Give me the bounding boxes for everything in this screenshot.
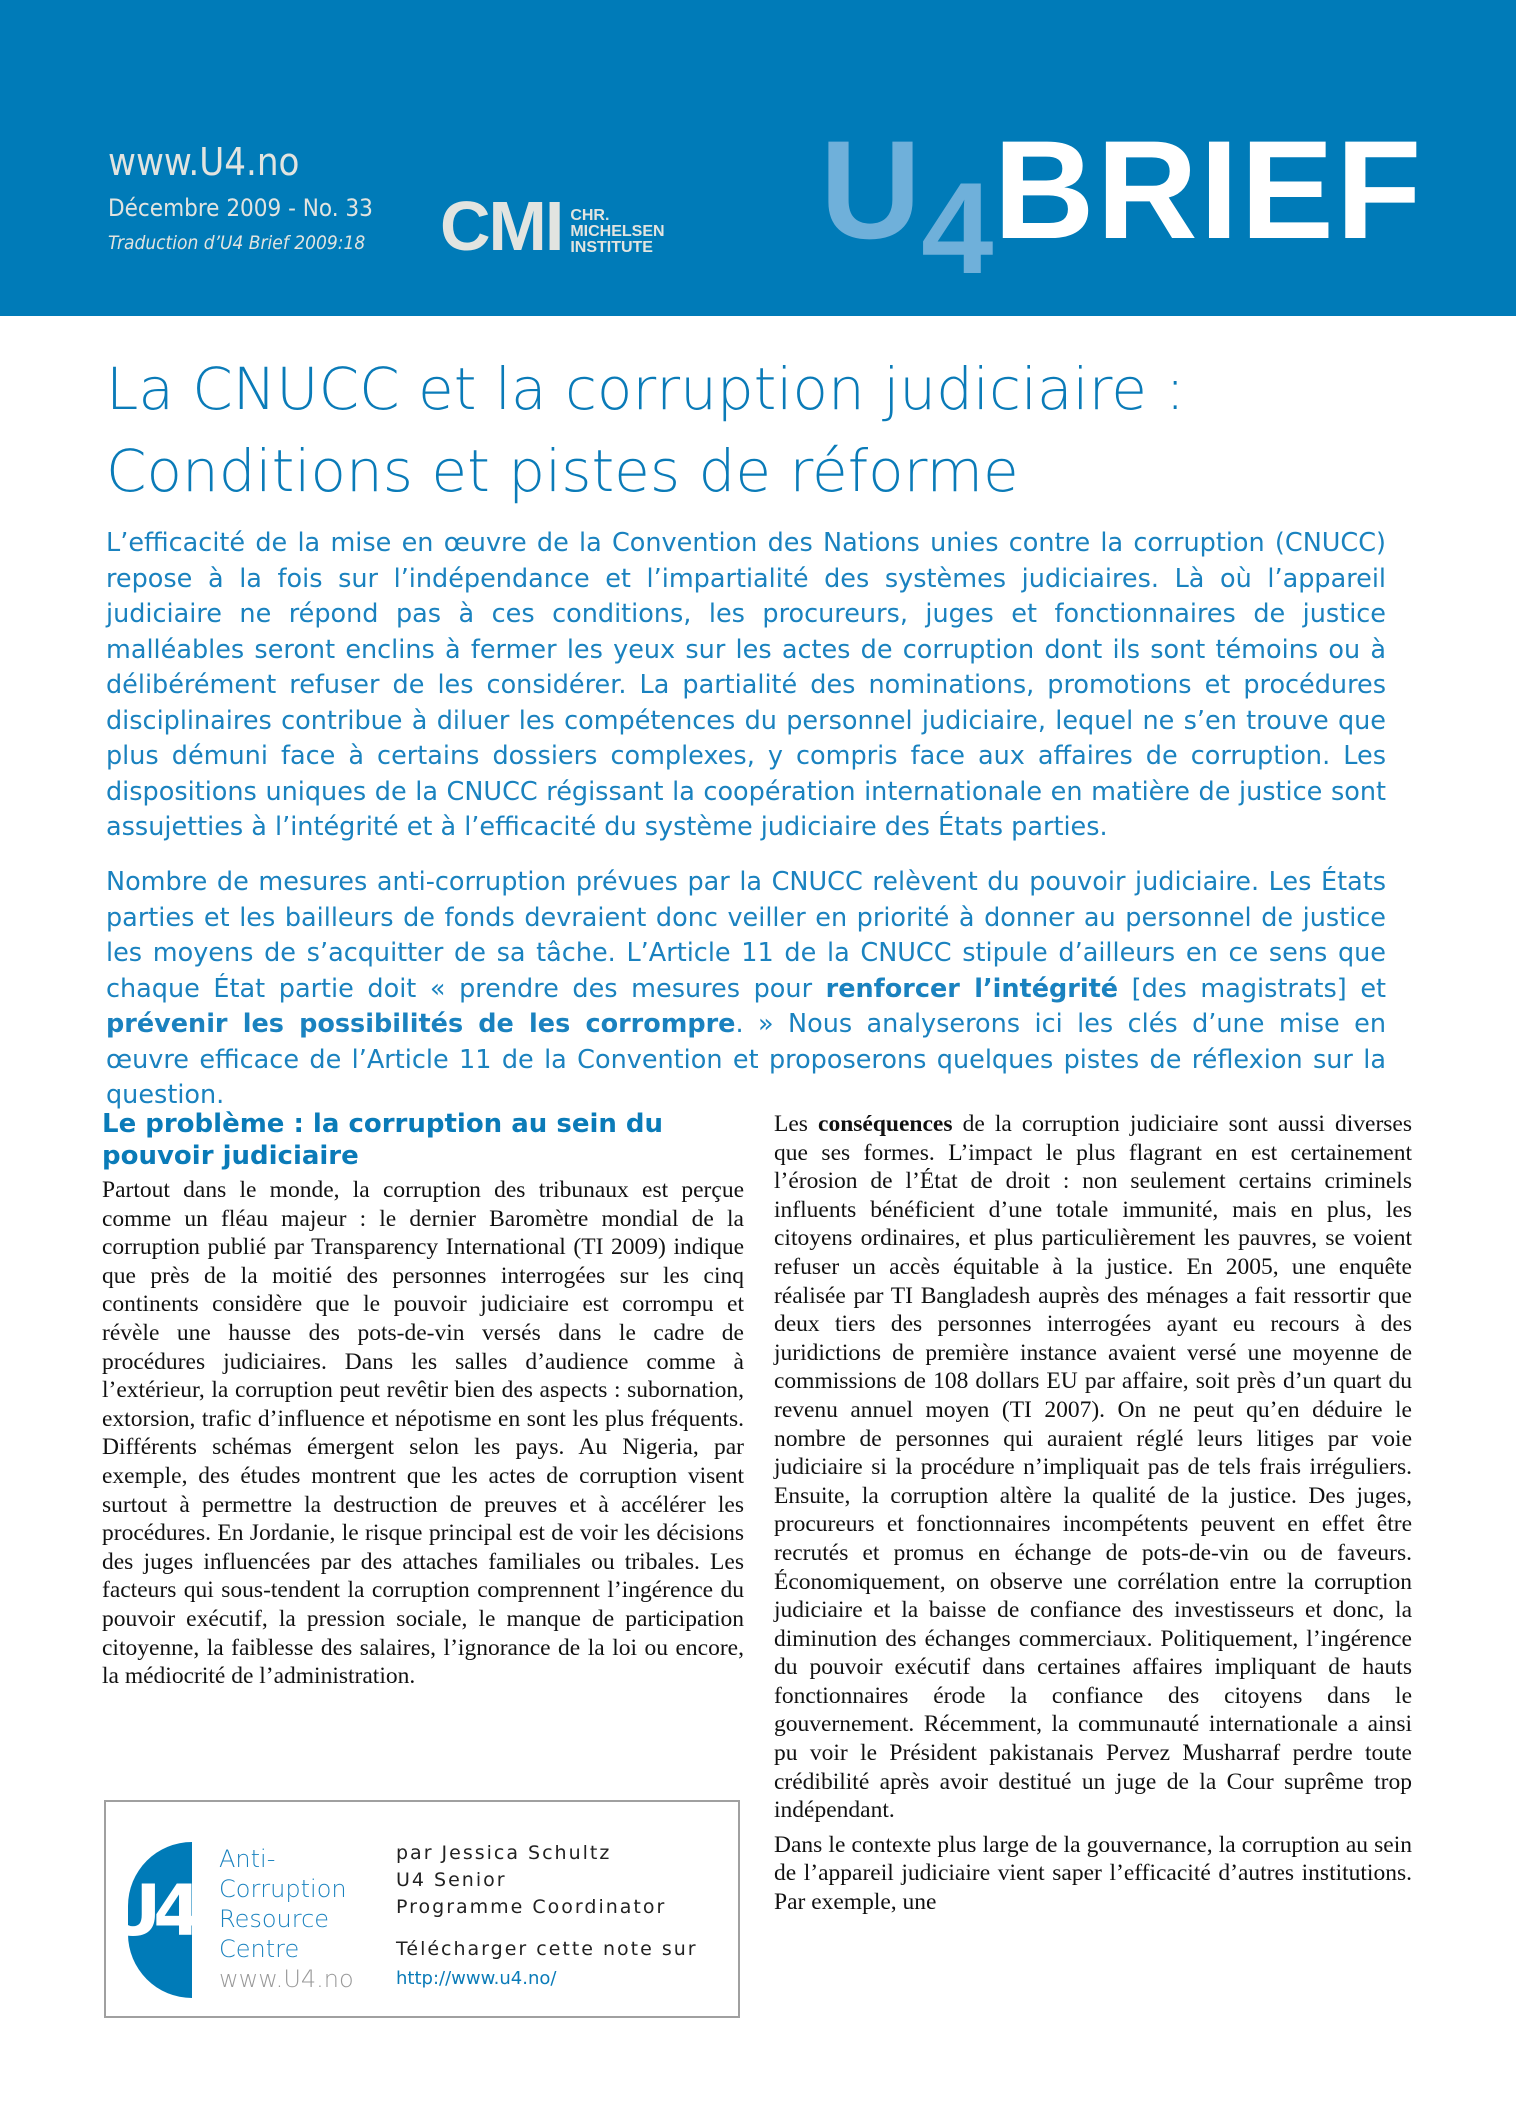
translation-note: Traduction d’U4 Brief 2009:18 [108,232,366,254]
logo-line: Corruption [219,1875,347,1903]
issue-date: Décembre 2009 - No. 33 [108,194,373,222]
brand-u: U [820,111,922,268]
text: Nombre de mesures anti-corruption prévues par la CNUCC relèvent du pouvoir judiciaire. Les États parties et les bailleurs de fonds devraient donc veiller en priorité à donner au personnel de justice les moyens de s’acquitter de sa tâche. L’Article 11 de la CNUCC stipule d’ailleurs en ce sens que chaque État partie doit « prendre des mesures pour [106,867,1386,1004]
byline-line: par Jessica Schultz [396,1842,612,1864]
byline-line: Programme Coordinator [396,1896,667,1918]
logo-line: Centre [219,1935,300,1963]
text: . » Nous analyserons ici les clés d’une mise en œuvre efficace de l’Article 11 de la Convention et proposerons quelques pistes de réflexion sur la question. [106,1009,1386,1110]
bold-text: prévenir les possibilités de les corrompre [106,1009,736,1039]
logo-line: Resource [219,1905,330,1933]
bold-text: conséquences [818,1111,953,1137]
bold-text: renforcer l’intégrité [825,973,1119,1004]
intro-paragraph-1: L’efficacité de la mise en œuvre de la Convention des Nations unies contre la corruption (CNUCC) repose à la fois sur l’indépendance et l’impartialité des systèmes judiciaires. Là où l’appareil judiciaire ne répond pas à ces conditions, les procureurs, juges et fonctionnaires de justice malléables seront enclins à fermer les yeux sur les actes de corruption dont ils sont témoins ou à délibérément refuser de les considérer. La partialité des nominations, promotions et procédures disciplinaires contribue à diluer les compétences du personnel judiciaire, lequel ne s’en trouve que plus démuni face à certains dossiers complexes, y compris face aux affaires de corruption. Les dispositions uniques de la CNUCC régissant la coopération internationale en matière de justice sont assujetties à l’intégrité et à l’efficacité du système judiciaire des États parties. [106,528,1386,842]
text: de la corruption judiciaire sont aussi diverses que ses formes. L’impact le plus flagrant en est certainement l’érosion de l’État de droit : non seulement certains criminels influents bénéficient d’une totale immunité, mais en plus, les citoyens ordinaires, et plus particulièrement les pauvres, se voient refuser un accès équitable à la justice. En 2005, une enquête réalisée par TI Bangladesh auprès des ménages a fait ressortir que deux tiers des personnes interrogées ayant eu recours à des juridictions de première instance avaient versé une moyenne de commissions de 108 dollars EU par affaire, soit près d’un quart du revenu annuel moyen (TI 2007). On ne peut qu’en déduire le nombre de personnes qui auraient réglé leurs litiges par voie judiciaire si la procédure n’impliquait pas de tels frais irréguliers. Ensuite, la corruption altère la qualité de la justice. Des juges, procureurs et fonctionnaires incompétents peuvent en effet être recrutés et promus en échange de pots-de-vin ou de faveurs. Économiquement, on observe une corrélation entre la corruption judiciaire et la baisse de confiance des investisseurs et donc, la diminution des échanges commerciaux. Politiquement, l’ingérence du pouvoir exécutif dans certaines affaires impliquant de hauts fonctionnaires érode la confiance des citoyens dans le gouvernement. Récemment, la communauté internationale a ainsi pu voir le Président pakistanais Pervez Musharraf perdre toute crédibilité après avoir destitué un juge de la Cour suprême trop indépendant. [774,1111,1412,1824]
cmi-logo-name [570,208,664,256]
cmi-name-line: MICHELSEN [570,223,665,240]
text: [des magistrats] et [1118,973,1387,1004]
u4-logo-text [219,1844,354,1994]
cmi-name-line: CHR. [570,207,610,224]
logo-line: Anti- [219,1845,276,1873]
site-url[interactable]: www.U4.no [108,140,300,184]
u4-brief-logo [820,111,1424,301]
cmi-name-line: INSTITUTE [570,239,653,256]
byline-line: U4 Senior [396,1869,507,1891]
page-title [106,348,1185,512]
intro-paragraph-2 [106,865,1386,1114]
author-byline [396,1840,666,1921]
title-line: La CNUCC et la corruption judiciaire : [106,355,1185,423]
section-heading: Le problème : la corruption au sein du pouvoir judiciaire [102,1109,664,1171]
body-paragraph: Partout dans le monde, la corruption des tribunaux est perçue comme un fléau majeur : le dernier Baromètre mondial de la corruption publié par Transparency International (TI 2009) indique que près de la moitié des personnes interrogées sur les cinq continents considère que le pouvoir judiciaire est corrompu et révèle une hausse des pots-de-vin versés dans le cadre de procédures judiciaires. Dans les salles d’audience comme à l’extérieur, la corruption peut revêtir bien des aspects : subornation, extorsion, trafic d’influence et népotisme en sont les plus fréquents. Différents schémas émergent selon les pays. Au Nigeria, par exemple, des études montrent que les actes de corruption visent surtout à permettre la destruction de preuves et à accélérer les procédures. En Jordanie, le risque principal est de voir les décisions des juges influencées par des attaches familiales ou tribales. Les facteurs qui sous-tendent la corruption comprennent l’ingérence du pouvoir exécutif, la pression sociale, le manque de participation citoyenne, la faiblesse des salaires, l’ignorance de la loi ou encore, la médiocrité de l’administration. [102,1177,744,1690]
right-column [774,1110,1412,1917]
left-column [102,1108,744,1691]
download-link[interactable]: http://www.u4.no/ [396,1968,557,1989]
body-paragraph [774,1110,1412,1825]
brand-4: 4 [921,155,994,301]
author-box [104,1800,740,2018]
download-label: Télécharger cette note sur [396,1938,698,1960]
text: Les [774,1111,819,1137]
logo-url: www.U4.no [219,1965,354,1993]
logo-text: U4 [104,1870,194,1952]
cmi-logo-letters: CMI [440,187,563,265]
title-line: Conditions et pistes de réforme [106,437,1019,505]
brand-brief: BRIEF [993,111,1424,268]
cmi-logo [440,187,665,265]
u4-logo-icon [104,1842,194,1998]
header-banner [0,0,1516,316]
body-paragraph: Dans le contexte plus large de la gouvernance, la corruption au sein de l’appareil judiciaire vient saper l’efficacité d’autres institutions. Par exemple, une [774,1831,1412,1916]
